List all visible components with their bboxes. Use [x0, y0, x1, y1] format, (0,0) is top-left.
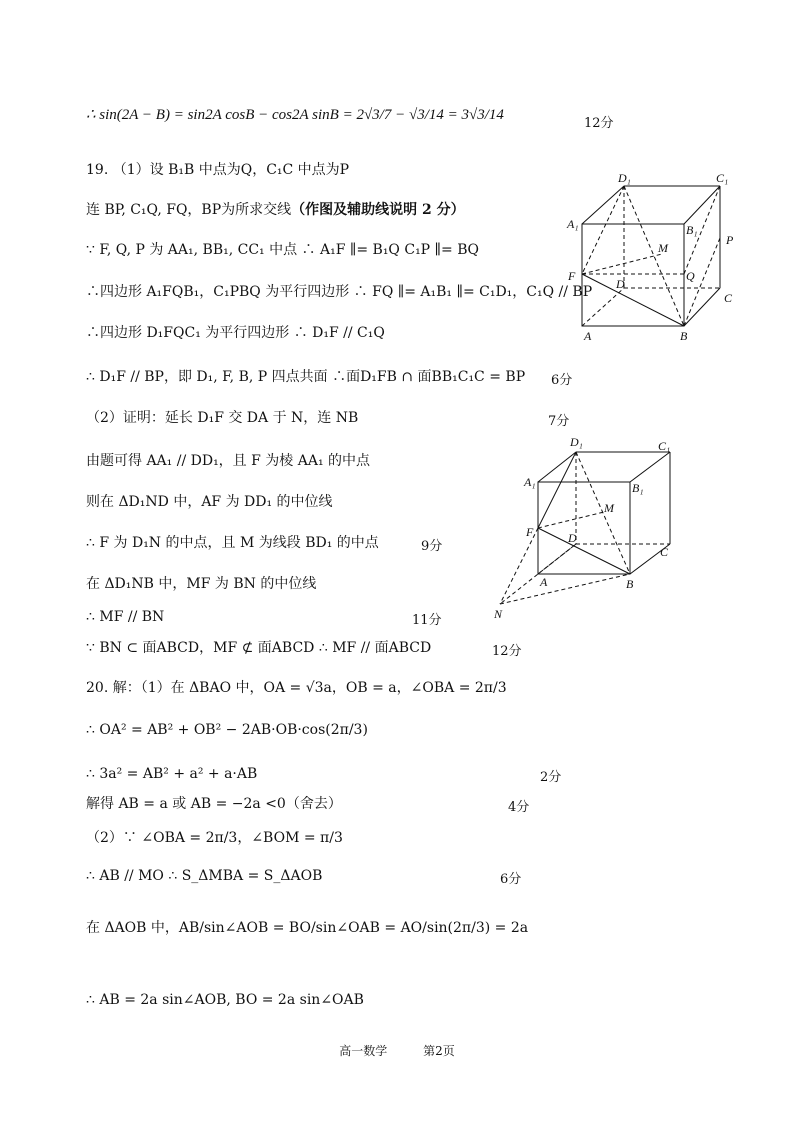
score-1: 12分: [584, 116, 614, 131]
score-7: 6分: [551, 373, 573, 388]
label-m: M: [604, 501, 614, 515]
page-footer: [0, 1042, 794, 1059]
label-a: A: [584, 329, 592, 343]
label-c1: C₁: [658, 439, 671, 453]
label-c: C: [724, 291, 733, 305]
score-8: 7分: [548, 414, 570, 429]
formula-sin-2a-b: ∴ sin(2A − B) = sin2A cosB − cos2A sinB = 2√3/7 − √3/14 = 3√3/14: [86, 107, 504, 123]
score-18: 4分: [508, 800, 530, 815]
line-8: （2）证明：延长 D₁F 交 DA 于 N，连 NB: [86, 410, 359, 426]
label-d1: D₁: [618, 171, 631, 185]
score-11: 9分: [421, 539, 443, 554]
line-10: 则在 ΔD₁ND 中，AF 为 DD₁ 的中位线: [86, 494, 333, 510]
line-16: ∴ OA² = AB² + OB² − 2AB·OB·cos(2π/3): [86, 722, 368, 738]
label-f: F: [568, 269, 576, 283]
label-d1: D₁: [570, 435, 583, 449]
label-c: C: [660, 545, 669, 559]
line-18: 解得 AB = a 或 AB = −2a <0（舍去）: [86, 796, 342, 812]
label-a1: A₁: [567, 217, 579, 231]
label-d: D: [568, 531, 577, 545]
label-n: N: [494, 607, 503, 621]
line-6: ∴四边形 D₁FQC₁ 为平行四边形 ∴ D₁F // C₁Q: [86, 325, 385, 341]
label-d: D: [616, 277, 625, 291]
line-3: [86, 200, 465, 220]
label-a1: A₁: [524, 475, 536, 489]
line-14: ∵ BN ⊂ 面ABCD，MF ⊄ 面ABCD ∴ MF // 面ABCD: [86, 640, 432, 656]
line-12: 在 ΔD₁NB 中，MF 为 BN 的中位线: [86, 576, 317, 592]
label-c1: C₁: [716, 171, 729, 185]
score-14: 12分: [492, 644, 522, 659]
score-20: 6分: [500, 872, 522, 887]
line-13: ∴ MF // BN: [86, 609, 165, 625]
line-3-bold: （作图及辅助线说明 2 分）: [291, 202, 465, 218]
label-b1: B₁: [686, 223, 698, 237]
line-3-text: 连 BP, C₁Q, FQ，BP为所求交线: [86, 202, 292, 218]
label-f: F: [526, 525, 534, 539]
score-13: 11分: [412, 613, 442, 628]
line-19: （2）∵ ∠OBA = 2π/3，∠BOM = π/3: [86, 830, 343, 846]
line-1: [86, 105, 504, 125]
label-a: A: [540, 575, 548, 589]
line-20: ∴ AB // MO ∴ S_ΔMBA = S_ΔAOB: [86, 868, 323, 884]
line-11: ∴ F 为 D₁N 的中点，且 M 为线段 BD₁ 的中点: [86, 535, 379, 551]
footer-page-number: 第2页: [423, 1044, 455, 1058]
cube-figure-2: [494, 432, 674, 622]
line-2: 19. （1）设 B₁B 中点为Q，C₁C 中点为P: [86, 162, 350, 178]
line-4: ∵ F, Q, P 为 AA₁, BB₁, CC₁ 中点 ∴ A₁F ∥= B₁Q C₁P ∥= BQ: [86, 242, 479, 258]
line-9: 由题可得 AA₁ // DD₁，且 F 为棱 AA₁ 的中点: [86, 453, 371, 469]
line-7: ∴ D₁F // BP，即 D₁, F, B, P 四点共面 ∴面D₁FB ∩ 面BB₁C₁C = BP: [86, 369, 526, 385]
label-b1: B₁: [632, 481, 644, 495]
score-17: 2分: [540, 770, 562, 785]
line-17: ∴ 3a² = AB² + a² + a·AB: [86, 766, 258, 782]
line-15: 20. 解：（1）在 ΔBAO 中，OA = √3a，OB = a，∠OBA = 2π/3: [86, 680, 507, 696]
cube-figure-1: [562, 168, 762, 348]
footer-subject: 高一数学: [339, 1044, 388, 1058]
line-5: ∴四边形 A₁FQB₁，C₁PBQ 为平行四边形 ∴ FQ ∥= A₁B₁ ∥= C₁D₁，C₁Q // BP: [86, 284, 593, 300]
line-22: ∴ AB = 2a sin∠AOB, BO = 2a sin∠OAB: [86, 992, 364, 1008]
label-b: B: [680, 329, 688, 343]
label-b: B: [626, 577, 634, 591]
line-21: 在 ΔAOB 中，AB/sin∠AOB = BO/sin∠OAB = AO/sin(2π/3) = 2a: [86, 920, 529, 936]
label-p: P: [726, 233, 734, 247]
label-q: Q: [686, 269, 695, 283]
label-m: M: [658, 241, 668, 255]
